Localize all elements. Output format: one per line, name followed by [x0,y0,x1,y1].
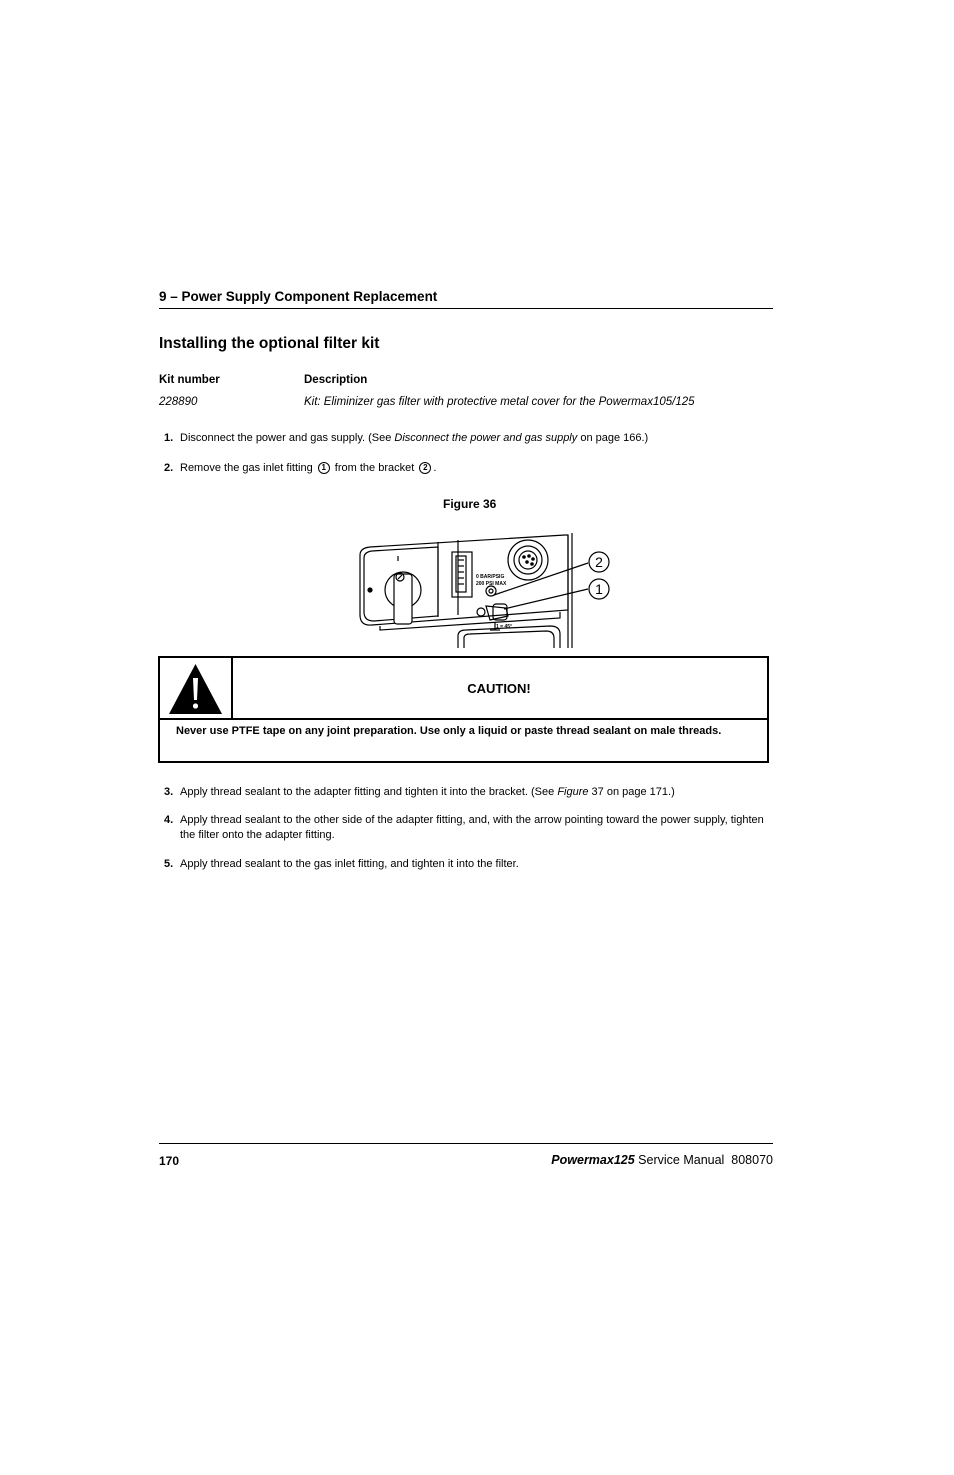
valve-label: 1 = 45° [496,624,513,630]
step-text: Apply thread sealant to the gas inlet fitting, and tighten it into the filter. [180,858,519,870]
step-number: 5. [164,858,174,870]
figure-callout-2: 2 [595,554,603,570]
part-number: 808070 [731,1153,773,1167]
panel-label: 200 PSI MAX [476,581,507,587]
step-text: 37 on page 171.) [588,786,675,798]
cross-reference-link[interactable]: Figure [557,786,589,798]
description-header: Description [304,374,368,386]
manual-name: Service Manual [638,1153,725,1167]
step-4 [164,813,764,843]
figure-callout-1: 1 [595,581,603,597]
callout-1-icon: 1 [318,462,330,474]
step-text: from the bracket [331,462,418,474]
step-text: Disconnect the power and gas supply. (See [180,432,395,444]
step-5 [164,857,764,872]
section-title: Installing the optional filter kit [159,335,380,352]
header-rule [159,308,773,309]
figure-label: Figure 36 [443,497,497,511]
step-number: 4. [164,814,174,826]
step-number: 1. [164,432,174,444]
chapter-heading: 9 – Power Supply Component Replacement [159,289,438,304]
panel-label: 0 BAR/PSIG [476,574,505,580]
step-2 [164,461,764,476]
step-3 [164,785,764,800]
step-text: . [433,462,437,474]
step-1 [164,431,764,446]
page-number: 170 [159,1154,180,1168]
footer-rule [159,1143,773,1144]
cross-reference-link[interactable]: Disconnect the power and gas supply [394,432,578,444]
step-number: 3. [164,786,174,798]
exclamation-triangle-icon [160,658,231,718]
footer-title [551,1153,773,1167]
callout-2-icon: 2 [419,462,431,474]
description-cell: Kit: Eliminizer gas filter with protective metal cover for the Powermax105/125 [304,396,695,408]
caution-box [158,656,769,763]
kit-number-header: Kit number [159,374,220,386]
caution-title: CAUTION! [467,680,531,696]
kit-number-cell: 228890 [159,396,198,408]
step-number: 2. [164,462,174,474]
step-text: Apply thread sealant to the other side of the adapter fitting, and, with the arrow pointing toward the power supply, tighten the filter onto the adapter fitting. [180,814,764,841]
figure-illustration [350,530,620,648]
step-text: Remove the gas inlet fitting [180,462,316,474]
product-name: Powermax125 [551,1153,635,1167]
caution-text: Never use PTFE tape on any joint preparation. Use only a liquid or paste thread sealant on male threads. [176,725,722,737]
step-text: Apply thread sealant to the adapter fitting and tighten it into the bracket. (See [180,786,558,798]
step-text: on page 166.) [577,432,649,444]
